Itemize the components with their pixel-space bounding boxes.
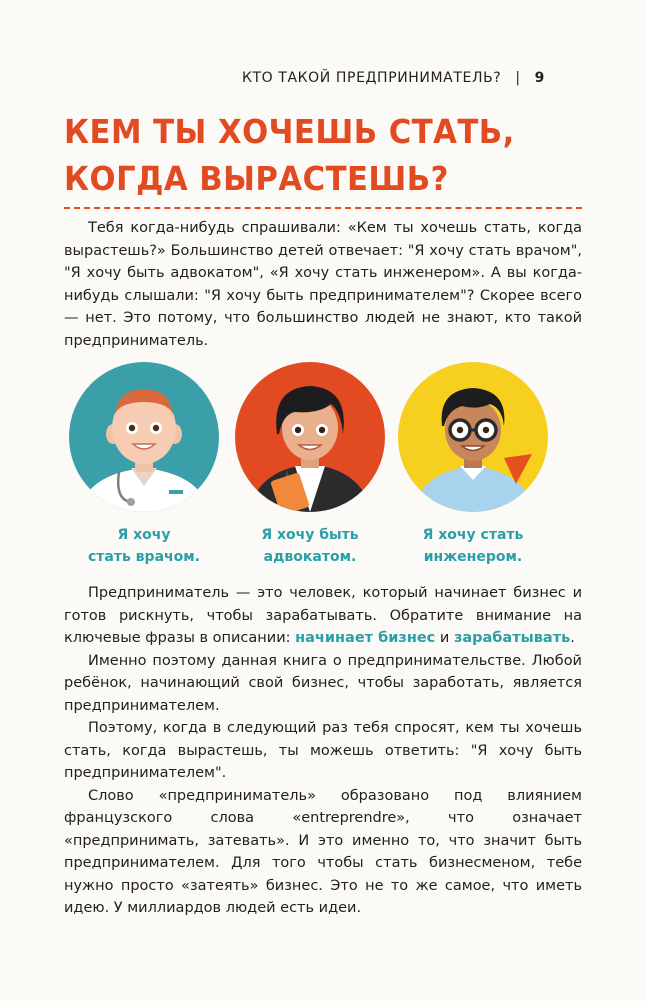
header-separator: | [515,70,521,86]
p1-end: . [570,630,575,646]
engineer-caption [393,524,553,568]
lawyer-caption [230,524,390,568]
caption-line: адвокатом. [263,549,357,565]
heading-line-2: КОГДА ВЫРАСТЕШЬ? [64,159,449,198]
lawyer-icon [235,362,385,512]
highlight-starts-business: начинает бизнес [295,630,436,646]
p1-and: и [435,630,454,646]
doctor-icon [69,362,219,512]
engineer-icon [398,362,548,512]
p1-text: Предприниматель — это человек, который начинает бизнес и готов рискнуть, чтобы зарабатывать. Обратите внимание на ключевые фразы в описании: [64,585,582,646]
heading-line-1: КЕМ ТЫ ХОЧЕШЬ СТАТЬ, [64,112,515,151]
intro-paragraph: Тебя когда-нибудь спрашивали: «Кем ты хочешь стать, когда вырастешь?» Большинство детей отвечает: "Я хочу стать врачом", "Я хочу быть адвокатом", «Я хочу стать инженером». А вы когда-нибудь слышали: "Я хочу быть предпринимателем"? Скорее всего — нет. Это потому, что большинство людей не знают, кто такой предприниматель. [64,220,582,349]
section-title: КТО ТАКОЙ ПРЕДПРИНИМАТЕЛЬ? [241,70,502,86]
body-paragraph-4: Слово «предприниматель» образовано под влиянием французского слова «entreprendre», что означает «предпринимать, затевать». И это именно то, что значит быть предпринимателем. Для того чтобы стать бизнесменом, тебе нужно просто «затеять» бизнес. Это не то же самое, что иметь идею. У миллиардов людей есть идеи. [64,787,582,916]
caption-line: Я хочу быть [261,527,359,543]
body-paragraph-1 [64,582,582,650]
caption-line: инженером. [423,549,523,565]
body-paragraph-3: Поэтому, когда в следующий раз тебя спросят, кем ты хочешь стать, когда вырастешь, ты можешь ответить: "Я хочу быть предпринимателем". [64,720,582,781]
caption-line: Я хочу стать [422,527,524,543]
page-number: 9 [534,70,545,86]
caption-line: стать врачом. [87,549,201,565]
heading-divider [64,207,582,209]
body-text [64,582,582,920]
intro-paragraph-block [64,217,582,352]
caption-line: Я хочу [117,527,171,543]
doctor-caption [64,524,224,568]
running-head [242,70,545,86]
highlight-earn: зарабатывать [453,630,571,646]
body-paragraph-2: Именно поэтому данная книга о предпринимательстве. Любой ребёнок, начинающий свой бизнес, чтобы заработать, является предпринимателем. [64,652,582,714]
page-heading [64,108,548,202]
